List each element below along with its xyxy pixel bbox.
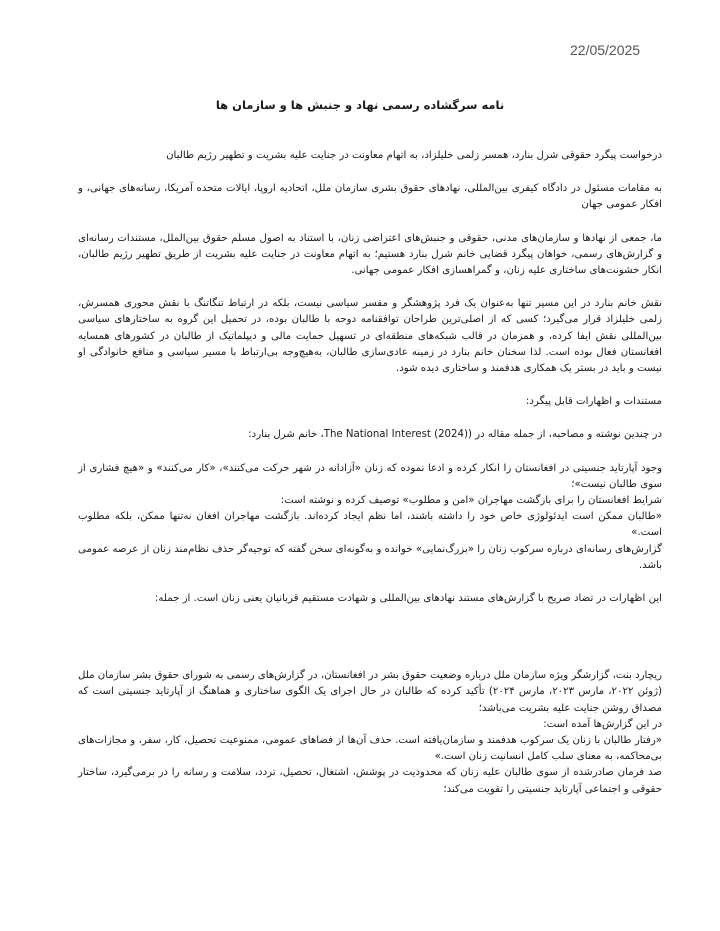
claim-safe-return: شرایط افغانستان را برای بازگشت مهاجران «امن و مطلوب» توصیف کرده و نوشته است:	[280, 495, 662, 507]
addressees-paragraph: به مقامات مسئول در دادگاه کیفری بین‌المللی، نهادهای حقوق بشری سازمان ملل، اتحادیه اروپا، ایالات متحده آمریکا، رسانه‌های جهانی، و افکار عمومی جهان	[78, 183, 662, 211]
letter-title: نامه سرگشاده رسمی نهاد و جنبش ها و سازمان ها	[215, 98, 505, 112]
claim-denial: وجود آپارتاید جنسیتی در افغانستان را انکار کرده و ادعا نموده که زنان «آزادانه در شهر حرکت می‌کنند»، «کار می‌کنند» و «هیچ فشاری از سوی طالبان نیست»؛	[78, 462, 662, 490]
claim-quote: «طالبان ممکن است ایدئولوژی خاص خود را داشته باشند، اما نظم ایجاد کرده‌اند. بازگشت مهاجران افغان نه‌تنها ممکن، بلکه مطلوب است.»	[78, 511, 662, 539]
letter-date: 22/05/2025	[570, 42, 641, 58]
subject-line: درخواست پیگرد حقوقی شرل بنارد، همسر زلمی خلیلزاد، به اتهام معاونت در جنایت علیه بشریت و تطهیر رژیم طالبان	[166, 150, 662, 161]
claim-exaggeration: گزارش‌های رسانه‌ای درباره سرکوب زنان را «بزرگ‌نمایی» خوانده و به‌گونه‌ای سخن گفته که توجیه‌گر حذف نظام‌مند زنان از عرصه عمومی باشد.	[78, 543, 662, 571]
statement-paragraph: ما، جمعی از نهادها و سازمان‌های مدنی، حقوقی و جنبش‌های اعتراضی زنان، با استناد به اصول مسلم حقوق بین‌الملل، مستندات رسانه‌ای و گزارش‌های رسمی، خواهان پیگرد قضایی خانم شرل بنارد هستیم؛ به اتهام معاونت در جنایت علیه بشریت از طریق تطهیر رژیم طالبان، انکار خشونت‌های ساختاری علیه زنان، و گمراهسازی افکار عمومی جهانی.	[78, 232, 662, 277]
contradiction-paragraph: این اظهارات در تضاد صریح با گزارش‌های مستند نهادهای بین‌المللی و شهادت مستقیم قربانیان یعنی زنان است. از جمله:	[154, 593, 662, 605]
blank-space	[78, 624, 662, 668]
role-paragraph: نقش خانم بنارد در این مسیر تنها به‌عنوان یک فرد پژوهشگر و مفسر سیاسی نیست، بلکه در ارتباط تنگاتنگ با نقش محوری همسرش، زلمی خلیلزاد قرار می‌گیرد؛ کسی که از اصلی‌ترین طراحان توافقنامه دوحه با طالبان بوده، در تحمیل این گروه به ساختارهای سیاسی بین‌المللی نقش ایفا کرده، و همزمان در قالب شبکه‌های منطقه‌ای در تسهیل حمایت مالی و دیپلماتیک از طالبان در کشورهای همسایه افغانستان فعال بوده است. لذا سخنان خانم بنارد در زمینه عادی‌سازی طالبان، به‌هیچ‌وجه بی‌ارتباط با مسیر سیاسی و منافع خانوادگی او نیست و باید در بستر یک همکاری هدفمند و ساختاری دیده شود.	[78, 298, 662, 375]
decrees-paragraph: صد فرمان صادرشده از سوی طالبان علیه زنان که محدودیت در پوشش، اشتغال، تحصیل، تردد، سلامت و رسانه را در برمی‌گیرد، ساختار حقوقی و اجتماعی آپارتاید جنسیتی را تقویت می‌کند؛	[78, 767, 662, 795]
report-intro: در این گزارش‌ها آمده است:	[543, 718, 662, 730]
report-quote: «رفتار طالبان با زنان یک سرکوب هدفمند و سازمان‌یافته است. حذف آن‌ها از فضاهای عمومی، ممنوعیت تحصیل، کار، سفر، و مجازات‌های بی‌محاکمه، به معنای سلب کامل انسانیت زنان است.»	[78, 735, 662, 763]
un-report-paragraph: ریچارد بنت، گزارشگر ویژه سازمان ملل درباره وضعیت حقوق بشر در افغانستان، در گزارش‌های رسمی به شورای حقوق بشر سازمان ملل (ژوئن ۲۰۲۲، مارس ۲۰۲۳، مارس ۲۰۲۴) تأکید کرده که طالبان در حال اجرای یک الگوی ساختاری و هماهنگ از آپارتاید جنسیتی است که مصداق روشن جنایت علیه بشریت می‌باشد؛	[78, 670, 662, 714]
letter-body	[78, 148, 662, 798]
sources-intro: در چندین نوشته و مصاحبه، از جمله مقاله در (The National Interest (2024)، خانم شرل بنارد:	[248, 429, 662, 441]
evidence-heading: مستندات و اظهارات قابل پیگرد:	[525, 396, 662, 408]
